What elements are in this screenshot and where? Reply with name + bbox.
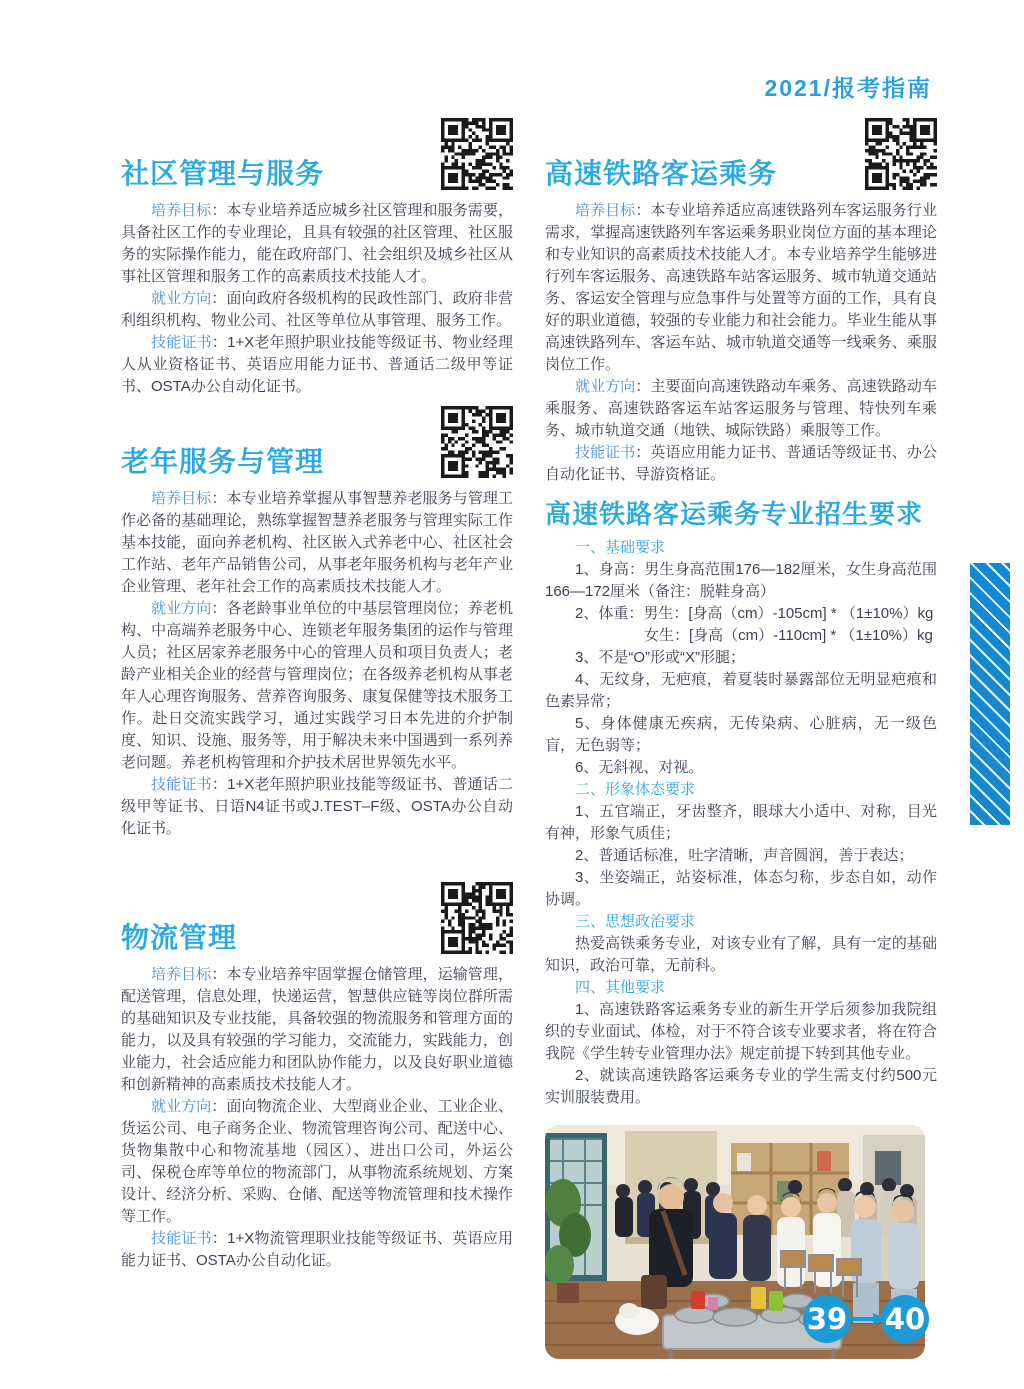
requirements-subheading: 三、思想政治要求 — [575, 913, 696, 930]
section-head-logistics — [121, 882, 513, 954]
paragraph-goal: 培养目标：本专业培养适应城乡社区管理和服务需要，具备社区工作的专业理论，且具有较强的社区管理、社区服务的实际操作能力，能在政府部门、社会组织及城乡社区从事社区管理和服务工作的高素质技术技能人才。 — [121, 202, 513, 285]
edition-label: 2021/报考指南 — [764, 75, 932, 101]
section-head-elderly — [121, 406, 513, 478]
paragraph-goal: 培养目标：本专业培养牢固掌握仓储管理，运输管理，配送管理，信息处理，快递运营，智慧供应链等岗位群所需的基础知识及专业技能，具备较强的物流服务和管理方面的能力，以及具有较强的学习能力，交流能力，实践能力，创业能力，社会适应能力和团队协作能力，以及良好职业道德和创新精神的高素质技术技能人才。 — [121, 966, 513, 1093]
requirements-group-other — [545, 977, 937, 1109]
section-title-railway: 高速铁路客运乘务 — [545, 158, 778, 189]
requirement-item: 5、身体健康无疾病，无传染病、心脏病，无一级色盲，无色弱等； — [545, 715, 937, 754]
section-title-logistics: 物流管理 — [121, 922, 238, 953]
section-body-railway — [545, 200, 937, 486]
requirement-item: 4、无纹身，无疤痕，着夏装时暴露部位无明显疤痕和色素异常； — [545, 671, 937, 710]
section-title-elderly: 老年服务与管理 — [121, 446, 325, 477]
section-body-elderly — [121, 488, 513, 840]
requirements-subheading: 四、其他要求 — [575, 979, 666, 996]
requirement-item: 3、坐姿端正，站姿标准，体态匀称，步态自如，动作协调。 — [545, 869, 937, 908]
requirements-subheading: 一、基础要求 — [575, 539, 666, 556]
requirements-title: 高速铁路客运乘务专业招生要求 — [545, 499, 924, 529]
paragraph-certs: 技能证书：英语应用能力证书、普通话等级证书、办公自动化证书、导游资格证。 — [545, 444, 937, 483]
requirements-group-political — [545, 911, 937, 977]
paragraph-certs: 技能证书：1+X老年照护职业技能等级证书、普通话二级甲等证书、日语N4证书或J.TEST–F级、OSTA办公自动化证书。 — [121, 776, 513, 837]
paragraph-goal: 培养目标：本专业培养掌握从事智慧养老服务与管理工作必备的基础理论，熟练掌握智慧养老服务与管理实际工作基本技能，面向养老机构、社区嵌入式养老中心、社区社会工作站、老年产品销售公司，从事老年服务机构与老年产业企业管理、老年社会工作的高素质技术技能人才。 — [121, 490, 513, 595]
paragraph-jobs: 就业方向：各老龄事业单位的中基层管理岗位；养老机构、中高端养老服务中心、连锁老年服务集团的运作与管理人员；社区居家养老服务中心的管理人员和项目负责人；老龄产业相关企业的经营与管理岗位；在各级养老机构从事老年人心理咨询服务、营养咨询服务、康复保健等技术服务工作。赴日交流实践学习，通过实践学习日本先进的介护制度、知识、设施、服务等，用于解决未来中国遇到一系列养老问题。养老机构管理和介护技术居世界领先水平。 — [121, 600, 513, 771]
requirement-item: 1、五官端正，牙齿整齐，眼球大小适中、对称，目光有神，形象气质佳； — [545, 803, 937, 842]
paragraph-jobs: 就业方向：面向物流企业、大型商业企业、工业企业、货运公司、电子商务企业、物流管理咨询公司、配送中心、货物集散中心和物流基地（园区）、进出口公司，外运公司、保税仓库等单位的物流部门，从事物流系统规划、方案设计、经济分析、采购、仓储、配送等物流管理和技术操作等工作。 — [121, 1098, 513, 1225]
section-body-community — [121, 200, 513, 398]
requirement-item: 2、普通话标准，吐字清晰，声音圆润，善于表达； — [575, 847, 914, 864]
qr-code-icon — [441, 406, 513, 478]
page-number-right: 40 — [881, 1295, 929, 1343]
page-number-footer — [803, 1295, 953, 1345]
requirements-group-basic — [545, 537, 937, 779]
paragraph-jobs: 就业方向：面向政府各级机构的民政性部门、政府非营利组织机构、物业公司、社区等单位从事管理、服务工作。 — [121, 290, 513, 329]
page-number-left: 39 — [803, 1295, 851, 1343]
requirement-item: 3、不是“O”形或“X”形腿； — [575, 649, 745, 666]
paragraph-goal: 培养目标：本专业培养适应高速铁路列车客运服务行业需求，掌握高速铁路列车客运乘务职业岗位方面的基本理论和专业知识的高素质技术技能人才。本专业培养学生能够进行列车客运服务、高速铁路车站客运服务、城市轨道交通站务、客运安全管理与应急事件与处置等方面的工作，具有良好的职业道德，较强的专业能力和社会能力。毕业生能从事高速铁路列车、客运车站、城市轨道交通等一线乘务、乘服岗位工作。 — [545, 202, 937, 373]
left-column — [121, 0, 513, 1272]
qr-code-icon — [865, 118, 937, 190]
requirement-item: 热爱高铁乘务专业，对该专业有了解，具有一定的基础知识，政治可靠，无前科。 — [545, 935, 937, 974]
qr-code-icon — [441, 118, 513, 190]
paragraph-jobs: 就业方向：主要面向高速铁路动车乘务、高速铁路动车乘服务、高速铁路客运车站客运服务与管理、特快列车乘务、城市轨道交通（地铁、城际铁路）乘服等工作。 — [545, 378, 937, 439]
right-column — [545, 0, 937, 1359]
requirement-item: 1、高速铁路客运乘务专业的新生开学后须参加我院组织的专业面试、体检，对于不符合该专业要求者，将在符合我院《学生转专业管理办法》规定前提下转到其他专业。 — [545, 1001, 937, 1062]
requirement-item: 6、无斜视、对视。 — [575, 759, 704, 776]
section-head-railway — [545, 118, 937, 190]
requirement-item: 1、身高：男生身高范围176—182厘米，女生身高范围166—172厘米（备注：脱鞋身高） — [545, 561, 937, 600]
requirement-item: 2、就读高速铁路客运乘务专业的学生需支付约500元实训服装费用。 — [545, 1067, 937, 1106]
requirement-item: 女生：[身高（cm）-110cm] * （1±10%）kg — [644, 627, 933, 644]
section-body-logistics — [121, 964, 513, 1272]
section-title-community: 社区管理与服务 — [121, 158, 325, 189]
requirement-item: 2、体重：男生：[身高（cm）-105cm] * （1±10%）kg — [575, 605, 934, 622]
decorative-band — [970, 563, 1010, 825]
paragraph-certs: 技能证书：1+X物流管理职业技能等级证书、英语应用能力证书、OSTA办公自动化证。 — [121, 1230, 513, 1269]
requirements-group-appearance — [545, 779, 937, 911]
qr-code-icon — [441, 882, 513, 954]
requirements-subheading: 二、形象体态要求 — [575, 781, 696, 798]
paragraph-certs: 技能证书：1+X老年照护职业技能等级证书、物业经理人从业资格证书、英语应用能力证书、普通话二级甲等证书、OSTA办公自动化证书。 — [121, 334, 513, 395]
section-head-community — [121, 118, 513, 190]
